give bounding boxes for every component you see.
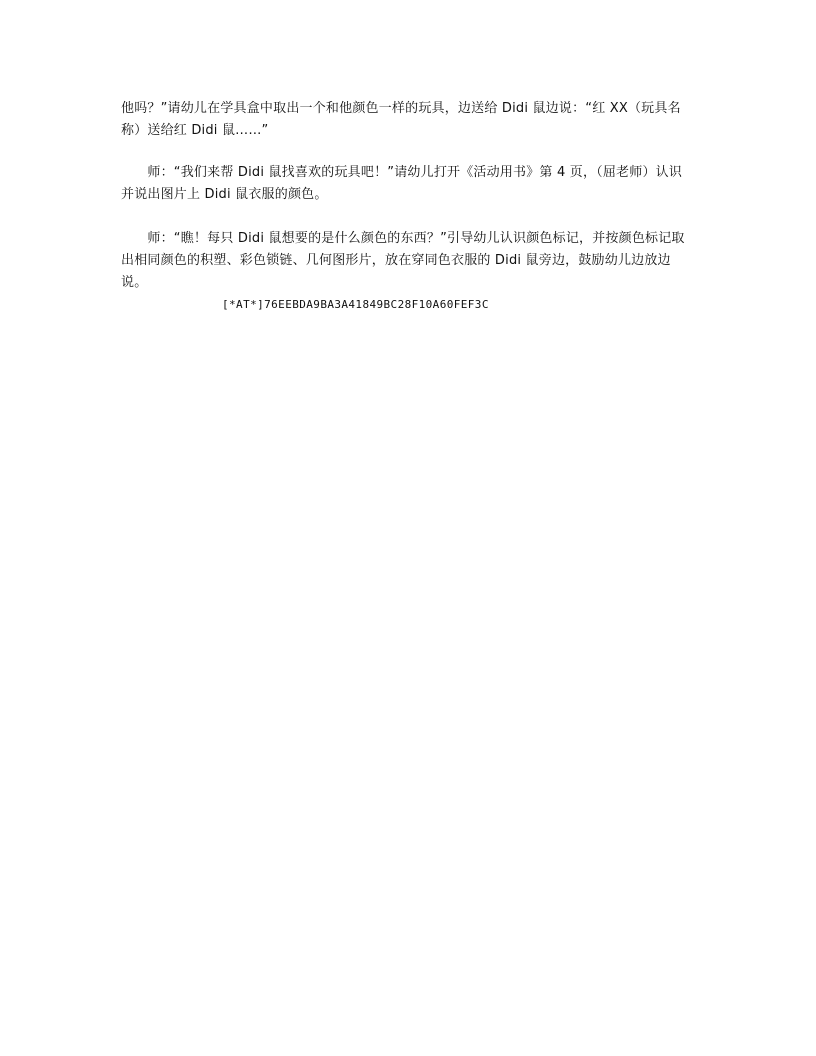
document-code: [*AT*]76EEBDA9BA3A41849BC28F10A60FEF3C (222, 298, 489, 311)
paragraph-3: 师：“瞧！每只 Didi 鼠想要的是什么颜色的东西？”引导幼儿认识颜色标记，并按颜色标记取出相同颜色的积塑、彩色锁链、几何图形片，放在穿同色衣服的 Didi 鼠旁边，鼓励幼儿边放边说。 (121, 231, 685, 290)
paragraph-2: 师：“我们来帮 Didi 鼠找喜欢的玩具吧！”请幼儿打开《活动用书》第 4 页，（屈老师）认识并说出图片上 Didi 鼠衣服的颜色。 (121, 165, 683, 202)
paragraph-1: 他吗？”请幼儿在学具盒中取出一个和他颜色一样的玩具，边送给 Didi 鼠边说：“红 XX（玩具名称）送给红 Didi 鼠……” (121, 101, 681, 138)
